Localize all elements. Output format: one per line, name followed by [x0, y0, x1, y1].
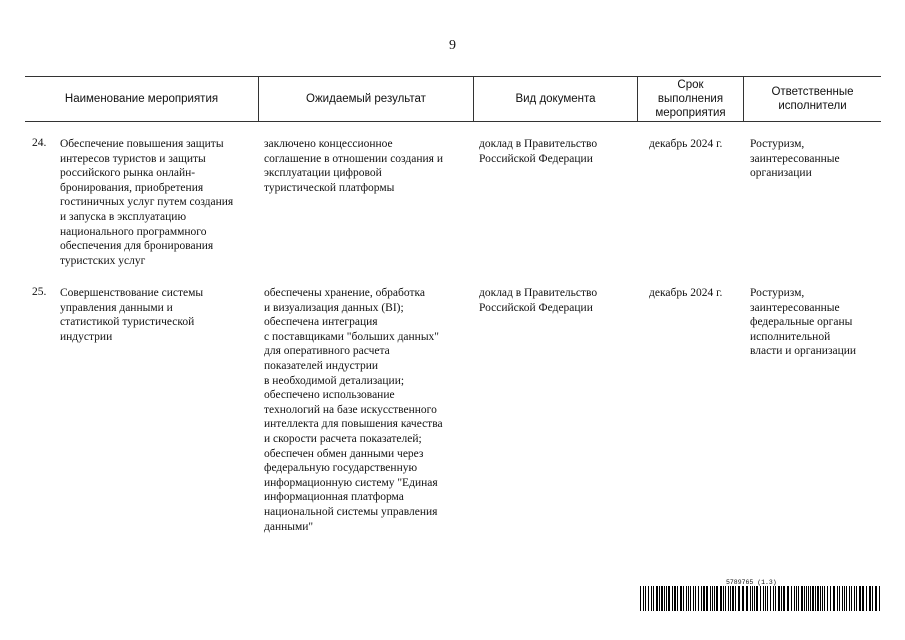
row-term: декабрь 2024 г. — [649, 287, 723, 299]
barcode-bar — [787, 586, 789, 611]
barcode-bar — [763, 586, 764, 611]
barcode-bar — [690, 586, 691, 611]
barcode-bar — [680, 586, 682, 611]
barcode-bar — [664, 586, 665, 611]
barcode-bar — [640, 586, 641, 611]
barcode-bar — [648, 586, 649, 611]
row-result: обеспечены хранение, обработка и визуализация данных (BI); обеспечена интеграция с поставщиками "больших данных" для оперативного расчета показателей индустрии в необходимой детализации; обеспечено использование технологий на базе искусственного интеллекта для повышения качества и скорости расчета показателей; обеспечен обмен данными через федеральную государственную информационную систему "Единая информационная платформа национальной системы управления данными" — [264, 287, 443, 533]
barcode-bar — [725, 586, 726, 611]
barcode-bar — [859, 586, 861, 611]
barcode-bar — [730, 586, 731, 611]
row-responsible: Ростуризм, заинтересованные федеральные органы исполнительной власти и организации — [750, 287, 857, 358]
barcode-bar — [830, 586, 831, 611]
barcode-bar — [869, 586, 871, 611]
barcode-bar — [872, 586, 873, 611]
row-responsible: Ростуризм, заинтересованные организации — [750, 138, 840, 180]
barcode-label: 5789765 (1.3) — [726, 579, 777, 586]
barcode-bar — [688, 586, 689, 611]
barcode-bar — [812, 586, 814, 611]
barcode-bar — [720, 586, 722, 611]
header-name: Наименование мероприятия — [64, 93, 219, 105]
barcode-bar — [827, 586, 828, 611]
table-header-bottom-border — [25, 121, 881, 122]
barcode-bar — [854, 586, 855, 611]
barcode-bar — [754, 586, 755, 611]
barcode-bar — [750, 586, 751, 611]
barcode-bar — [775, 586, 776, 611]
barcode-bar — [756, 586, 758, 611]
header-document: Вид документа — [515, 93, 596, 105]
row-number: 24. — [32, 137, 47, 149]
barcode-bar — [801, 586, 803, 611]
barcode-bar — [808, 586, 809, 611]
barcode-bar — [659, 586, 660, 611]
barcode-bar — [820, 586, 821, 611]
barcode-bar — [856, 586, 857, 611]
row-name: Обеспечение повышения защиты интересов туристов и защиты российского рынка онлайн- бронирования, приобретения гостиничных услуг путем создания и запуска в эксплуатацию национального программного обеспечения для бронирования туристских услуг — [60, 138, 234, 267]
barcode-bar — [656, 586, 658, 611]
barcode-bar — [728, 586, 729, 611]
barcode-bar — [804, 586, 805, 611]
barcode-bar — [693, 586, 694, 611]
barcode-bar — [783, 586, 785, 611]
barcode-bar — [798, 586, 799, 611]
header-result: Ожидаемый результат — [306, 93, 426, 105]
barcode-bar — [817, 586, 819, 611]
barcode-bar — [666, 586, 667, 611]
barcode-bar — [674, 586, 676, 611]
barcode-bar — [668, 586, 670, 611]
barcode-bar — [851, 586, 852, 611]
barcode-bar — [738, 586, 740, 611]
barcode-bar — [723, 586, 724, 611]
barcode-bar — [706, 586, 708, 611]
barcode-bar — [765, 586, 766, 611]
barcode-bar — [653, 586, 654, 611]
barcode-bar — [643, 586, 644, 611]
header-responsible: Ответственные исполнители — [771, 86, 854, 112]
row-result: заключено концессионное соглашение в отношении создания и эксплуатации цифровой туристической платформы — [264, 138, 443, 194]
row-term: декабрь 2024 г. — [649, 138, 723, 150]
barcode-bar — [683, 586, 684, 611]
barcode-bar — [866, 586, 867, 611]
barcode-bar — [712, 586, 713, 611]
barcode-bar — [773, 586, 774, 611]
barcode-bar — [815, 586, 816, 611]
barcode-bar — [833, 586, 835, 611]
barcode-bar — [842, 586, 843, 611]
barcode-bar — [661, 586, 663, 611]
barcode-bar — [677, 586, 678, 611]
barcode-bar — [686, 586, 687, 611]
barcode-bar — [810, 586, 811, 611]
barcode-bar — [794, 586, 795, 611]
barcode-bar — [672, 586, 673, 611]
barcode-bar — [844, 586, 845, 611]
barcode-bar — [714, 586, 715, 611]
row-document: доклад в Правительство Российской Федерации — [479, 287, 598, 314]
barcode-bar — [875, 586, 877, 611]
barcode-bar — [806, 586, 807, 611]
barcode-bar — [735, 586, 736, 611]
barcode-bar — [710, 586, 711, 611]
barcode-bar — [732, 586, 734, 611]
barcode-bar — [695, 586, 696, 611]
barcode-bar — [879, 586, 880, 611]
barcode-bar — [767, 586, 768, 611]
barcode-bar — [862, 586, 864, 611]
row-number: 25. — [32, 286, 47, 298]
barcode-bar — [698, 586, 699, 611]
barcode-bar — [752, 586, 753, 611]
barcode — [640, 586, 881, 611]
barcode-bar — [849, 586, 850, 611]
barcode-bar — [770, 586, 771, 611]
barcode-bar — [824, 586, 825, 611]
row-name: Совершенствование системы управления данными и статистикой туристической индустрии — [60, 287, 204, 343]
barcode-bar — [837, 586, 838, 611]
barcode-bar — [716, 586, 718, 611]
barcode-bar — [746, 586, 748, 611]
barcode-bar — [791, 586, 792, 611]
header-term: Срок выполнения мероприятия — [655, 79, 726, 119]
barcode-bar — [703, 586, 705, 611]
barcode-bar — [822, 586, 823, 611]
barcode-bar — [796, 586, 797, 611]
barcode-bar — [846, 586, 847, 611]
barcode-bar — [778, 586, 780, 611]
row-document: доклад в Правительство Российской Федерации — [479, 138, 598, 165]
barcode-bar — [742, 586, 744, 611]
barcode-bar — [645, 586, 646, 611]
barcode-bar — [839, 586, 840, 611]
barcode-bar — [760, 586, 761, 611]
barcode-bar — [781, 586, 782, 611]
page-number: 9 — [449, 38, 456, 53]
barcode-bar — [701, 586, 702, 611]
barcode-bar — [651, 586, 652, 611]
